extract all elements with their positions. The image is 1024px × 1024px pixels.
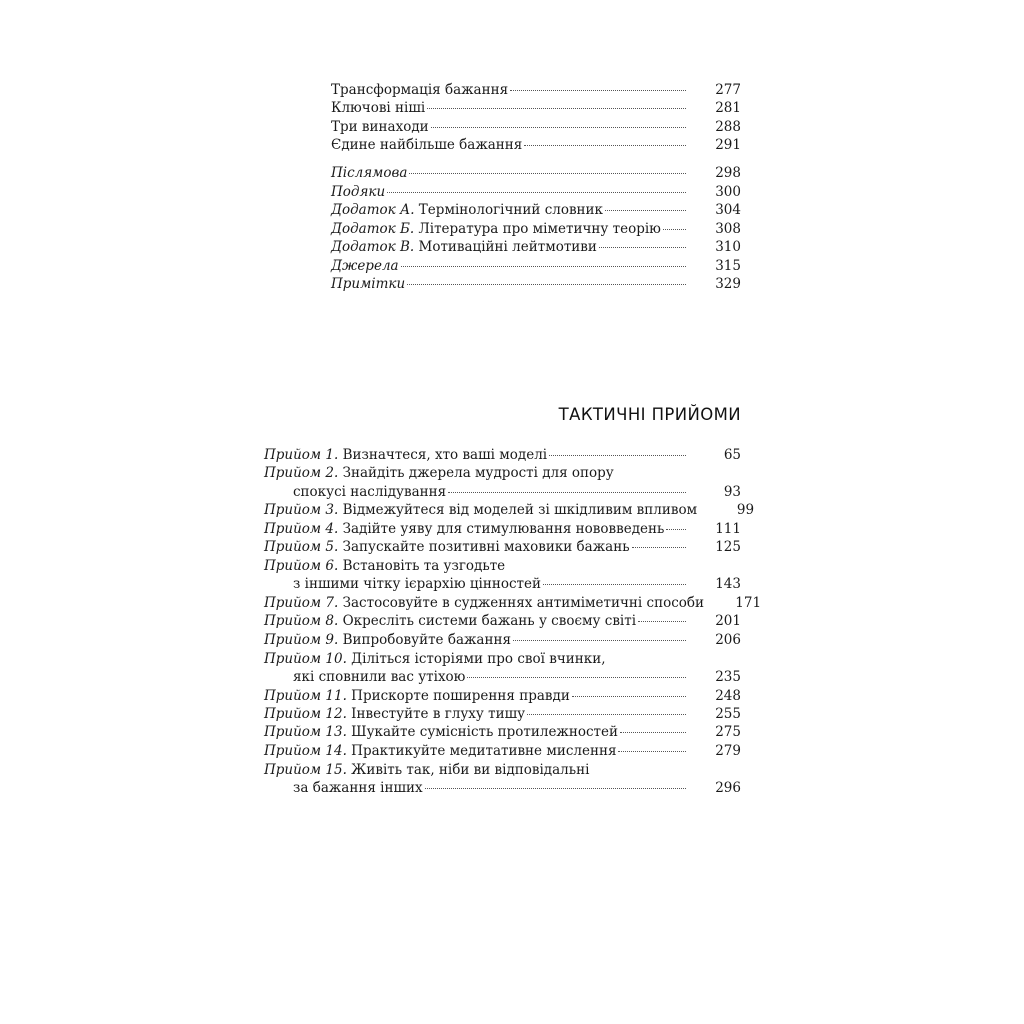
toc-entry-title bbox=[264, 520, 664, 538]
toc-entry bbox=[264, 723, 741, 741]
toc-entry-rest: Термінологічний словник bbox=[414, 202, 603, 218]
toc-entry-title bbox=[264, 538, 630, 556]
dot-leader bbox=[663, 229, 686, 230]
dot-leader bbox=[431, 127, 686, 128]
toc-entry-italic: Прийом 14. bbox=[264, 743, 347, 759]
toc-entry bbox=[264, 520, 741, 538]
dot-leader bbox=[543, 584, 686, 585]
toc-entry-title: Три винаходи bbox=[331, 119, 429, 135]
toc-entry-page: 255 bbox=[715, 706, 741, 722]
toc-entry-continuation-text: за бажання інших bbox=[293, 780, 423, 796]
toc-entry-page: 93 bbox=[723, 484, 741, 500]
dot-leader bbox=[510, 90, 686, 91]
toc-entry-italic: Прийом 3. bbox=[264, 502, 339, 518]
toc-entry-page: 329 bbox=[715, 276, 741, 292]
toc-entry-first-line bbox=[264, 557, 741, 575]
toc-entry-italic: Прийом 15. bbox=[264, 762, 347, 778]
toc-entry-rest: Шукайте сумісність протилежностей bbox=[346, 724, 618, 740]
toc-entry-italic: Прийом 10. bbox=[264, 651, 347, 667]
toc-entry-page: 171 bbox=[735, 595, 762, 611]
toc-entry-page: 308 bbox=[715, 221, 741, 237]
toc-entry-title bbox=[264, 705, 525, 723]
toc-entry-page: 310 bbox=[715, 239, 741, 255]
dot-leader bbox=[572, 696, 686, 697]
toc-entry bbox=[331, 257, 741, 275]
toc-entry-rest: Знайдіть джерела мудрості для опору bbox=[338, 465, 614, 481]
toc-entry-title bbox=[264, 557, 505, 575]
toc-entry-continuation bbox=[293, 779, 741, 797]
toc-entry-rest: Окресліть системи бажань у своєму світі bbox=[338, 613, 637, 629]
toc-entry-title bbox=[331, 183, 385, 201]
toc-entry-title bbox=[264, 650, 606, 668]
dot-leader bbox=[666, 529, 686, 530]
dot-leader bbox=[620, 732, 686, 733]
toc-entry-page: 277 bbox=[715, 82, 741, 98]
toc-entry-continuation bbox=[293, 483, 741, 501]
dot-leader bbox=[409, 173, 686, 174]
toc-entry-title bbox=[264, 687, 570, 705]
toc-entry-continuation-text: які сповнили вас утіхою bbox=[293, 669, 466, 685]
toc-entry-rest: Література про міметичну теорію bbox=[414, 221, 661, 237]
toc-entry-italic: Прийом 11. bbox=[264, 688, 347, 704]
toc-entry-page: 300 bbox=[715, 184, 741, 200]
toc-entry-page: 275 bbox=[715, 724, 741, 740]
toc-entry-continuation-text: спокусі наслідування bbox=[293, 484, 447, 500]
toc-entry-italic: Післямова bbox=[331, 165, 408, 181]
toc-entry-page: 291 bbox=[715, 137, 741, 153]
toc-entry-italic: Джерела bbox=[331, 258, 399, 274]
dot-leader bbox=[632, 547, 686, 548]
toc-entry bbox=[331, 275, 741, 293]
toc-entry-title bbox=[331, 238, 597, 256]
toc-entry bbox=[331, 183, 741, 201]
toc-entry-page: 304 bbox=[715, 202, 741, 218]
toc-entry-page: 111 bbox=[715, 521, 741, 537]
toc-entry-title bbox=[264, 464, 614, 482]
dot-leader bbox=[387, 192, 686, 193]
toc-entry-rest: Застосовуйте в судженнях антиміметичні способи bbox=[338, 595, 705, 611]
toc-entry-page: 281 bbox=[715, 100, 741, 116]
toc-entry-page: 201 bbox=[715, 613, 741, 629]
toc-entry-page: 235 bbox=[715, 669, 741, 685]
toc-entry-page: 279 bbox=[715, 743, 741, 759]
toc-entry-continuation bbox=[293, 668, 741, 686]
toc-entry-italic: Подяки bbox=[331, 184, 386, 200]
toc-entry bbox=[264, 501, 755, 519]
toc-entry-italic: Прийом 8. bbox=[264, 613, 339, 629]
toc-entry-italic: Прийом 1. bbox=[264, 447, 339, 463]
dot-leader bbox=[599, 247, 686, 248]
toc-entry bbox=[264, 446, 741, 464]
toc-entry-italic: Прийом 13. bbox=[264, 724, 347, 740]
toc-entry-title bbox=[264, 723, 618, 741]
toc-entry bbox=[331, 118, 741, 136]
toc-entry-rest: Мотиваційні лейтмотиви bbox=[414, 239, 597, 255]
dot-leader bbox=[527, 714, 686, 715]
toc-entry-title bbox=[331, 220, 661, 238]
toc-entry bbox=[264, 705, 741, 723]
toc-entry-rest: Живіть так, ніби ви відповідальні bbox=[346, 762, 590, 778]
toc-entry bbox=[331, 164, 741, 182]
toc-entry-page: 125 bbox=[715, 539, 741, 555]
toc-entry-title bbox=[264, 501, 697, 519]
toc-entry-title bbox=[264, 761, 589, 779]
toc-entry bbox=[264, 594, 762, 612]
toc-entry-continuation-text: з іншими чітку ієрархію цінностей bbox=[293, 576, 542, 592]
toc-entry bbox=[331, 81, 741, 99]
toc-entry-italic: Прийом 5. bbox=[264, 539, 339, 555]
toc-entry-page: 206 bbox=[715, 632, 741, 648]
toc-entry-page: 65 bbox=[723, 447, 741, 463]
toc-entry-italic: Прийом 2. bbox=[264, 465, 339, 481]
dot-leader bbox=[605, 210, 686, 211]
toc-entry-rest: Випробовуйте бажання bbox=[338, 632, 511, 648]
toc-entry-rest: Інвестуйте в глуху тишу bbox=[346, 706, 526, 722]
toc-entry-rest: Прискорте поширення правди bbox=[346, 688, 570, 704]
dot-leader bbox=[618, 751, 686, 752]
toc-entry-first-line bbox=[264, 761, 741, 779]
dot-leader bbox=[448, 492, 686, 493]
toc-entry-page: 143 bbox=[715, 576, 741, 592]
dot-leader bbox=[549, 455, 686, 456]
toc-entry-first-line bbox=[264, 650, 741, 668]
toc-entry-italic: Додаток Б. bbox=[331, 221, 415, 237]
toc-entry-title bbox=[331, 164, 407, 182]
toc-entry-title: Ключові ніші bbox=[331, 100, 426, 116]
toc-entry-title bbox=[331, 275, 405, 293]
dot-leader bbox=[401, 266, 686, 267]
toc-entry-title: Єдине найбільше бажання bbox=[331, 137, 523, 153]
toc-entry-continuation bbox=[293, 575, 741, 593]
toc-entry-rest: Діліться історіями про свої вчинки, bbox=[346, 651, 606, 667]
toc-entry-title bbox=[264, 446, 547, 464]
dot-leader bbox=[425, 788, 686, 789]
toc-entry-rest: Встановіть та узгодьте bbox=[338, 558, 506, 574]
toc-entry bbox=[331, 99, 741, 117]
toc-entry bbox=[331, 136, 741, 154]
dot-leader bbox=[513, 640, 686, 641]
toc-entry-italic: Прийом 9. bbox=[264, 632, 339, 648]
toc-entry-page: 296 bbox=[715, 780, 741, 796]
toc-entry bbox=[331, 220, 741, 238]
toc-entry-italic: Прийом 7. bbox=[264, 595, 339, 611]
toc-entry-italic: Примітки bbox=[331, 276, 406, 292]
toc-entry bbox=[264, 687, 741, 705]
toc-entry-first-line bbox=[264, 464, 741, 482]
toc-entry-title: Трансформація бажання bbox=[331, 82, 509, 98]
toc-entry-title bbox=[264, 594, 704, 612]
toc-entry-title bbox=[264, 742, 616, 760]
dot-leader bbox=[427, 108, 686, 109]
toc-entry bbox=[264, 612, 741, 630]
toc-entry-rest: Відмежуйтеся від моделей зі шкідливим впливом bbox=[338, 502, 698, 518]
toc-entry-title bbox=[331, 257, 399, 275]
dot-leader bbox=[467, 677, 686, 678]
toc-entry bbox=[331, 238, 741, 256]
toc-entry-title bbox=[331, 201, 603, 219]
toc-entry bbox=[264, 742, 741, 760]
toc-entry-title bbox=[264, 631, 511, 649]
toc-entry-italic: Прийом 6. bbox=[264, 558, 339, 574]
toc-entry-rest: Практикуйте медитативне мислення bbox=[346, 743, 617, 759]
toc-entry bbox=[331, 201, 741, 219]
toc-entry-italic: Прийом 4. bbox=[264, 521, 339, 537]
section-heading: ТАКТИЧНІ ПРИЙОМИ bbox=[558, 405, 741, 424]
toc-entry-page: 248 bbox=[715, 688, 741, 704]
toc-entry-rest: Визначтеся, хто ваші моделі bbox=[338, 447, 548, 463]
toc-entry bbox=[264, 538, 741, 556]
toc-entry-page: 99 bbox=[736, 502, 755, 518]
toc-entry-italic: Прийом 12. bbox=[264, 706, 347, 722]
toc-entry-page: 288 bbox=[715, 119, 741, 135]
toc-entry-italic: Додаток В. bbox=[331, 239, 415, 255]
toc-entry-page: 315 bbox=[715, 258, 741, 274]
dot-leader bbox=[524, 145, 686, 146]
toc-entry-rest: Задійте уяву для стимулювання нововведень bbox=[338, 521, 665, 537]
toc-entry-italic: Додаток А. bbox=[331, 202, 415, 218]
toc-entry bbox=[264, 631, 741, 649]
toc-entry-title bbox=[264, 612, 636, 630]
toc-entry-page: 298 bbox=[715, 165, 741, 181]
toc-entry-rest: Запускайте позитивні маховики бажань bbox=[338, 539, 630, 555]
dot-leader bbox=[638, 621, 686, 622]
dot-leader bbox=[407, 284, 686, 285]
